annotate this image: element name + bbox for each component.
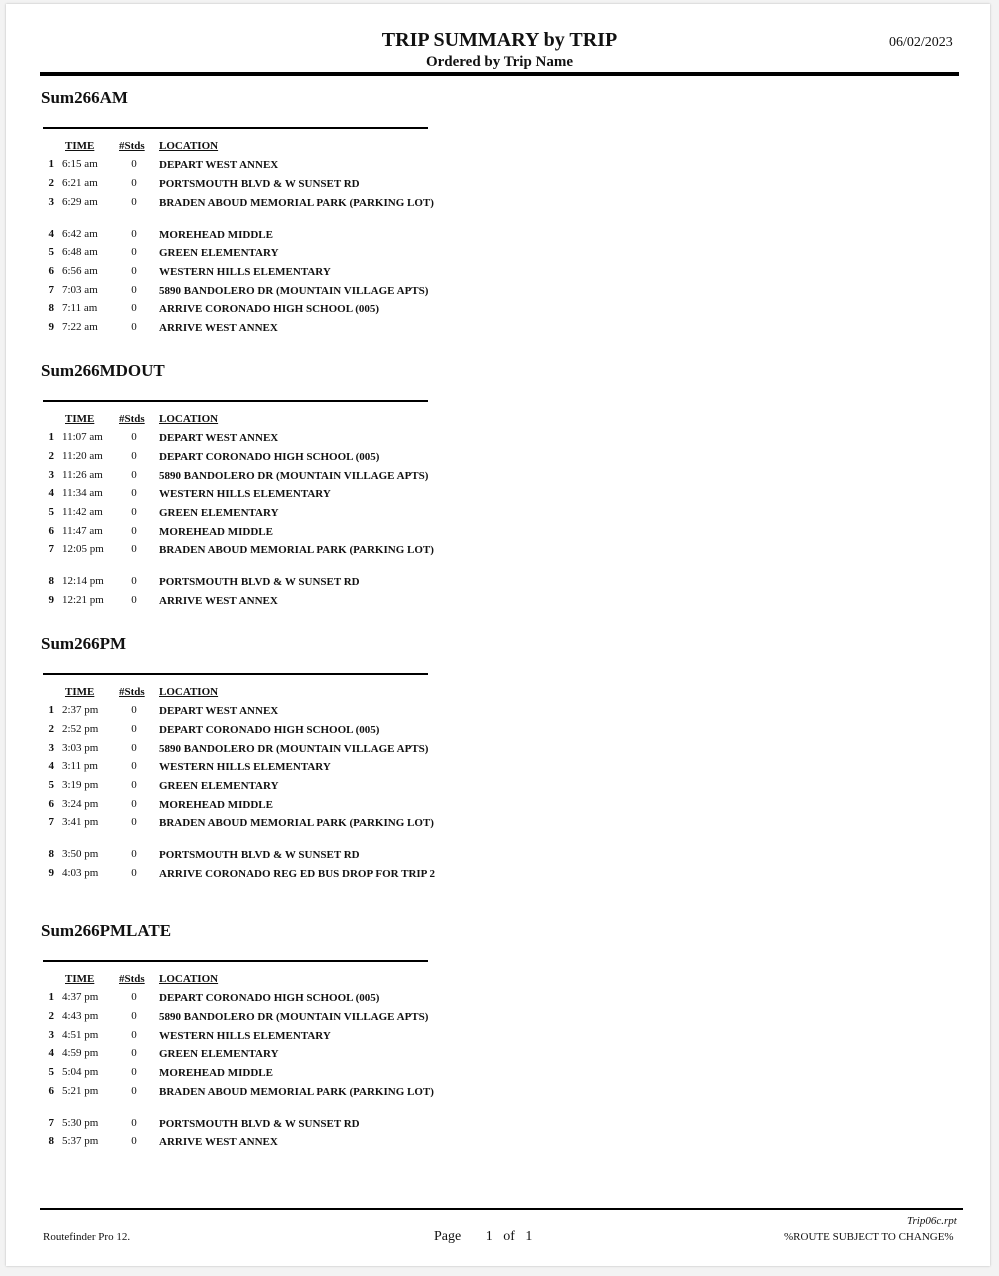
- stop-location: MOREHEAD MIDDLE: [159, 229, 273, 241]
- stop-time: 3:19 pm: [62, 779, 99, 791]
- stop-time: 4:37 pm: [62, 991, 99, 1003]
- stop-students: 0: [131, 1029, 137, 1041]
- stop-row: [0, 816, 999, 834]
- stop-students: 0: [131, 246, 137, 258]
- stop-row: [0, 487, 999, 505]
- page-label: Page: [434, 1229, 462, 1244]
- stop-row: [0, 321, 999, 339]
- stop-row: [0, 867, 999, 885]
- stop-row: [0, 158, 999, 176]
- stop-time: 4:51 pm: [62, 1029, 99, 1041]
- stop-row: [0, 284, 999, 302]
- stop-time: 5:04 pm: [62, 1066, 99, 1078]
- stop-time: 12:05 pm: [62, 543, 104, 555]
- column-header-location: LOCATION: [159, 413, 219, 425]
- stop-students: 0: [131, 158, 137, 170]
- stop-row: [0, 302, 999, 320]
- stop-time: 6:21 am: [62, 177, 98, 189]
- stop-number: 5: [48, 779, 54, 791]
- stop-students: 0: [131, 798, 137, 810]
- report-filename: Trip06c.rpt: [907, 1215, 957, 1227]
- report-date: 06/02/2023: [889, 35, 953, 50]
- stop-row: [0, 228, 999, 246]
- stop-location: DEPART CORONADO HIGH SCHOOL (005): [159, 992, 380, 1004]
- stop-number: 4: [48, 228, 54, 240]
- stop-students: 0: [131, 228, 137, 240]
- stop-students: 0: [131, 704, 137, 716]
- stop-time: 3:24 pm: [62, 798, 99, 810]
- stop-row: [0, 246, 999, 264]
- stop-time: 7:03 am: [62, 284, 98, 296]
- stop-number: 9: [48, 321, 54, 333]
- column-header-time: TIME: [65, 140, 95, 152]
- trip-divider: [43, 673, 428, 675]
- stop-time: 5:21 pm: [62, 1085, 99, 1097]
- stop-students: 0: [131, 1117, 137, 1129]
- stop-row: [0, 594, 999, 612]
- stop-number: 2: [48, 1010, 54, 1022]
- stop-number: 7: [48, 543, 54, 555]
- stop-row: [0, 798, 999, 816]
- stop-students: 0: [131, 742, 137, 754]
- stop-number: 2: [48, 723, 54, 735]
- stop-location: MOREHEAD MIDDLE: [159, 1067, 273, 1079]
- stop-students: 0: [131, 450, 137, 462]
- stop-number: 1: [48, 991, 54, 1003]
- stop-row: [0, 1135, 999, 1153]
- stop-number: 8: [48, 1135, 54, 1147]
- stop-students: 0: [131, 1066, 137, 1078]
- stop-location: PORTSMOUTH BLVD & W SUNSET RD: [159, 849, 360, 861]
- stop-number: 5: [48, 246, 54, 258]
- stop-row: [0, 848, 999, 866]
- stop-location: DEPART WEST ANNEX: [159, 432, 279, 444]
- stop-students: 0: [131, 487, 137, 499]
- stop-time: 6:15 am: [62, 158, 98, 170]
- stop-students: 0: [131, 594, 137, 606]
- stop-students: 0: [131, 302, 137, 314]
- stop-students: 0: [131, 575, 137, 587]
- stop-row: [0, 1010, 999, 1028]
- stop-location: PORTSMOUTH BLVD & W SUNSET RD: [159, 576, 360, 588]
- trip-name: Sum266PMLATE: [41, 921, 172, 940]
- stop-students: 0: [131, 848, 137, 860]
- stop-time: 4:43 pm: [62, 1010, 99, 1022]
- stop-time: 11:47 am: [62, 525, 103, 537]
- stop-location: ARRIVE WEST ANNEX: [159, 595, 278, 607]
- stop-location: MOREHEAD MIDDLE: [159, 799, 273, 811]
- trip-name: Sum266AM: [41, 88, 128, 107]
- stop-students: 0: [131, 265, 137, 277]
- stop-row: [0, 742, 999, 760]
- stop-number: 9: [48, 867, 54, 879]
- column-header-location: LOCATION: [159, 686, 219, 698]
- stop-location: 5890 BANDOLERO DR (MOUNTAIN VILLAGE APTS): [159, 285, 429, 297]
- stop-students: 0: [131, 816, 137, 828]
- stop-row: [0, 177, 999, 195]
- stop-location: 5890 BANDOLERO DR (MOUNTAIN VILLAGE APTS): [159, 743, 429, 755]
- stop-number: 9: [48, 594, 54, 606]
- stop-location: WESTERN HILLS ELEMENTARY: [159, 761, 331, 773]
- stop-time: 5:30 pm: [62, 1117, 99, 1129]
- stop-time: 11:26 am: [62, 469, 103, 481]
- stop-number: 3: [48, 742, 54, 754]
- stop-row: [0, 431, 999, 449]
- stop-row: [0, 1085, 999, 1103]
- stop-students: 0: [131, 431, 137, 443]
- stop-row: [0, 704, 999, 722]
- stop-row: [0, 506, 999, 524]
- stop-number: 8: [48, 302, 54, 314]
- stop-location: ARRIVE WEST ANNEX: [159, 322, 278, 334]
- column-header-time: TIME: [65, 973, 95, 985]
- stop-students: 0: [131, 779, 137, 791]
- stop-students: 0: [131, 723, 137, 735]
- stop-row: [0, 760, 999, 778]
- stop-location: MOREHEAD MIDDLE: [159, 526, 273, 538]
- stop-location: ARRIVE WEST ANNEX: [159, 1136, 278, 1148]
- stop-location: BRADEN ABOUD MEMORIAL PARK (PARKING LOT): [159, 544, 434, 556]
- stop-row: [0, 1047, 999, 1065]
- column-header-stds: #Stds: [119, 686, 145, 698]
- column-header-stds: #Stds: [119, 973, 145, 985]
- column-header-stds: #Stds: [119, 140, 145, 152]
- stop-number: 6: [48, 1085, 54, 1097]
- stop-time: 3:41 pm: [62, 816, 99, 828]
- stop-row: [0, 196, 999, 214]
- stop-row: [0, 723, 999, 741]
- stop-students: 0: [131, 321, 137, 333]
- stop-number: 3: [48, 196, 54, 208]
- stop-location: ARRIVE CORONADO HIGH SCHOOL (005): [159, 303, 380, 315]
- stop-row: [0, 1029, 999, 1047]
- stop-number: 5: [48, 506, 54, 518]
- stop-location: BRADEN ABOUD MEMORIAL PARK (PARKING LOT): [159, 817, 434, 829]
- stop-location: PORTSMOUTH BLVD & W SUNSET RD: [159, 1118, 360, 1130]
- stop-row: [0, 265, 999, 283]
- stop-number: 6: [48, 798, 54, 810]
- stop-number: 3: [48, 1029, 54, 1041]
- stop-row: [0, 525, 999, 543]
- stop-time: 4:59 pm: [62, 1047, 99, 1059]
- stop-time: 2:37 pm: [62, 704, 99, 716]
- stop-time: 12:14 pm: [62, 575, 104, 587]
- stop-time: 11:20 am: [62, 450, 103, 462]
- stop-time: 7:22 am: [62, 321, 98, 333]
- stop-students: 0: [131, 525, 137, 537]
- stop-row: [0, 469, 999, 487]
- column-header-stds: #Stds: [119, 413, 145, 425]
- stop-students: 0: [131, 1085, 137, 1097]
- stop-students: 0: [131, 177, 137, 189]
- page-current: 1: [485, 1229, 493, 1244]
- stop-number: 2: [48, 177, 54, 189]
- stop-time: 6:48 am: [62, 246, 98, 258]
- trip-name: Sum266MDOUT: [41, 361, 165, 380]
- stop-row: [0, 1117, 999, 1135]
- stop-location: WESTERN HILLS ELEMENTARY: [159, 1030, 331, 1042]
- stop-location: GREEN ELEMENTARY: [159, 247, 279, 259]
- stop-time: 11:34 am: [62, 487, 103, 499]
- stop-number: 7: [48, 1117, 54, 1129]
- stop-time: 6:29 am: [62, 196, 98, 208]
- stop-students: 0: [131, 867, 137, 879]
- column-header-time: TIME: [65, 413, 95, 425]
- stop-number: 8: [48, 575, 54, 587]
- report-title: TRIP SUMMARY by TRIP: [381, 29, 618, 51]
- stop-number: 4: [48, 1047, 54, 1059]
- stop-students: 0: [131, 506, 137, 518]
- stop-number: 4: [48, 487, 54, 499]
- stop-location: DEPART CORONADO HIGH SCHOOL (005): [159, 451, 380, 463]
- stop-location: GREEN ELEMENTARY: [159, 1048, 279, 1060]
- footer-app-name: Routefinder Pro 12.: [43, 1231, 131, 1243]
- column-header-location: LOCATION: [159, 140, 219, 152]
- stop-location: BRADEN ABOUD MEMORIAL PARK (PARKING LOT): [159, 1086, 434, 1098]
- stop-location: PORTSMOUTH BLVD & W SUNSET RD: [159, 178, 360, 190]
- stop-location: GREEN ELEMENTARY: [159, 507, 279, 519]
- stop-students: 0: [131, 469, 137, 481]
- stop-number: 6: [48, 525, 54, 537]
- stop-number: 3: [48, 469, 54, 481]
- stop-number: 1: [48, 158, 54, 170]
- stop-row: [0, 779, 999, 797]
- stop-row: [0, 543, 999, 561]
- stop-students: 0: [131, 196, 137, 208]
- stop-row: [0, 575, 999, 593]
- stop-location: DEPART WEST ANNEX: [159, 705, 279, 717]
- stop-number: 6: [48, 265, 54, 277]
- stop-students: 0: [131, 543, 137, 555]
- stop-location: BRADEN ABOUD MEMORIAL PARK (PARKING LOT): [159, 197, 434, 209]
- stop-location: ARRIVE CORONADO REG ED BUS DROP FOR TRIP 2: [159, 868, 436, 880]
- stop-location: 5890 BANDOLERO DR (MOUNTAIN VILLAGE APTS): [159, 1011, 429, 1023]
- stop-students: 0: [131, 284, 137, 296]
- stop-time: 5:37 pm: [62, 1135, 99, 1147]
- stop-location: 5890 BANDOLERO DR (MOUNTAIN VILLAGE APTS): [159, 470, 429, 482]
- stop-number: 7: [48, 284, 54, 296]
- stop-number: 2: [48, 450, 54, 462]
- stop-students: 0: [131, 1135, 137, 1147]
- stop-row: [0, 1066, 999, 1084]
- stop-students: 0: [131, 760, 137, 772]
- stop-students: 0: [131, 991, 137, 1003]
- stop-number: 4: [48, 760, 54, 772]
- column-header-time: TIME: [65, 686, 95, 698]
- stop-row: [0, 450, 999, 468]
- stop-time: 4:03 pm: [62, 867, 99, 879]
- stop-time: 3:50 pm: [62, 848, 99, 860]
- stop-students: 0: [131, 1047, 137, 1059]
- stop-time: 3:11 pm: [62, 760, 98, 772]
- report-subtitle: Ordered by Trip Name: [425, 54, 574, 70]
- stop-location: GREEN ELEMENTARY: [159, 780, 279, 792]
- page-indicator: [434, 1229, 532, 1245]
- stop-time: 7:11 am: [62, 302, 98, 314]
- trip-divider: [43, 400, 428, 402]
- trip-divider: [43, 960, 428, 962]
- stop-location: WESTERN HILLS ELEMENTARY: [159, 488, 331, 500]
- stop-number: 5: [48, 1066, 54, 1078]
- stop-students: 0: [131, 1010, 137, 1022]
- column-header-location: LOCATION: [159, 973, 219, 985]
- footer-divider: [40, 1208, 963, 1210]
- stop-location: DEPART CORONADO HIGH SCHOOL (005): [159, 724, 380, 736]
- stop-time: 3:03 pm: [62, 742, 99, 754]
- stop-time: 6:42 am: [62, 228, 98, 240]
- route-change-note: %ROUTE SUBJECT TO CHANGE%: [784, 1231, 954, 1243]
- stop-time: 2:52 pm: [62, 723, 99, 735]
- stop-location: DEPART WEST ANNEX: [159, 159, 279, 171]
- stop-location: WESTERN HILLS ELEMENTARY: [159, 266, 331, 278]
- stop-time: 11:42 am: [62, 506, 103, 518]
- trip-name: Sum266PM: [41, 634, 126, 653]
- page-total: 1: [525, 1229, 533, 1244]
- stop-time: 12:21 pm: [62, 594, 104, 606]
- stop-number: 1: [48, 431, 54, 443]
- page-of: of: [503, 1229, 515, 1244]
- stop-number: 8: [48, 848, 54, 860]
- stop-number: 7: [48, 816, 54, 828]
- trip-divider: [43, 127, 428, 129]
- stop-row: [0, 991, 999, 1009]
- stop-time: 6:56 am: [62, 265, 98, 277]
- stop-number: 1: [48, 704, 54, 716]
- stop-time: 11:07 am: [62, 431, 103, 443]
- header-divider: [40, 72, 959, 76]
